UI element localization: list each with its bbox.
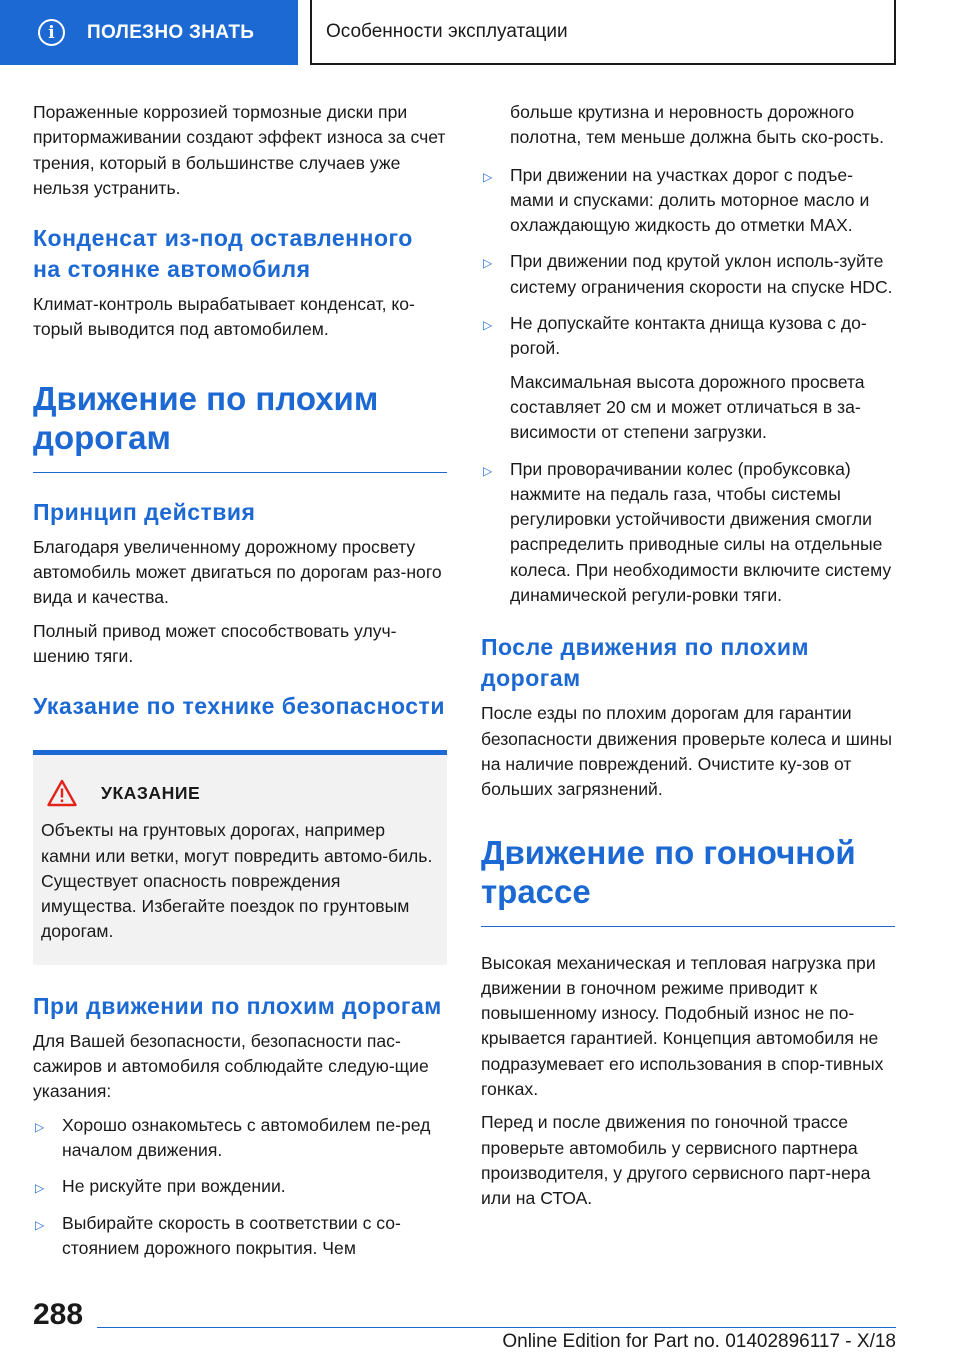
section-tab[interactable] <box>0 0 298 65</box>
footer-divider <box>97 1327 896 1328</box>
principle-paragraph-1: Благодаря увеличенному дорожному просвету автомобиль может двигаться по дорогам раз-ного вида и качества. <box>33 536 442 608</box>
bullet-triangle-icon: ▷ <box>483 169 493 184</box>
list-item: ▷ Выбирайте скорость в соответствии с со-стоянием дорожного покрытия. Чем <box>35 1212 401 1258</box>
bullet-triangle-icon: ▷ <box>483 318 493 333</box>
chapter-title-box <box>310 0 896 65</box>
heading-race: Движение по гоночной трассе <box>481 833 856 910</box>
heading-safety: Указание по технике безопасности <box>33 693 445 720</box>
heading-bad-roads: Движение по плохим дорогам <box>33 379 379 456</box>
bullet-triangle-icon: ▷ <box>35 1119 45 1134</box>
condensate-paragraph: Климат-контроль вырабатывает конденсат, ко-торый выводится под автомобилем. <box>33 294 415 340</box>
chapter-title: Особенности эксплуатации <box>326 20 568 42</box>
info-icon: i <box>38 19 65 46</box>
list-item: ▷ Не допускайте контакта днища кузова с до-рогой. Максимальная высота дорожного просвета составляет 20 см и может отличаться в за-висимости от степени загрузки. <box>481 311 895 445</box>
after-paragraph: После езды по плохим дорогам для гарантии безопасности движения проверьте колеса и шины на наличие повреждений. Очистите ку-зов от больших загрязнений. <box>481 703 893 800</box>
footer-edition: Online Edition for Part no. 01402896117 - X/18 <box>502 1331 896 1352</box>
warning-title: УКАЗАНИЕ <box>101 782 201 803</box>
section-tab-label: ПОЛЕЗНО ЗНАТЬ <box>87 21 255 43</box>
warning-box <box>33 750 447 964</box>
warning-triangle-icon <box>47 779 77 807</box>
left-column <box>33 100 447 1272</box>
right-column <box>481 100 895 1220</box>
driving-paragraph: Для Вашей безопасности, безопасности пас-сажиров и автомобиля соблюдайте следую-щие указания: <box>33 1030 429 1102</box>
bullet-triangle-icon: ▷ <box>483 463 493 478</box>
intro-paragraph: Пораженные коррозией тормозные диски при притормаживании создают эффект износа за счет трения, который в большинстве случаев уже нельзя устранить. <box>33 102 446 198</box>
race-paragraph-1: Высокая механическая и тепловая нагрузка при движении в гоночном режиме приводит к повышенному износу. Подобный износ не по-крывается гарантией. Концепция автомобиля не подразумевает его использования в спор-тивных гонках. <box>481 952 884 1100</box>
heading-after: После движения по плохим дорогам <box>481 634 810 692</box>
bullet-triangle-icon: ▷ <box>483 256 493 271</box>
principle-paragraph-2: Полный привод может способствовать улуч-шению тяги. <box>33 620 397 666</box>
race-paragraph-2: Перед и после движения по гоночной трассе проверьте автомобиль у сервисного партнера производителя, у другого сервисного парт-нера или на СТОА. <box>481 1112 871 1209</box>
page-number: 288 <box>33 1298 84 1331</box>
left-bullet-list <box>33 1113 447 1261</box>
heading-condensate: Конденсат из-под оставленного на стоянке автомобиля <box>33 225 413 283</box>
bullet-triangle-icon: ▷ <box>35 1217 45 1232</box>
section-divider <box>33 472 447 473</box>
heading-principle: Принцип действия <box>33 498 256 525</box>
warning-text: Объекты на грунтовых дорогах, например камни или ветки, могут повредить автомо-биль. Существует опасность повреждения имущества. Избегайте поездок по грунтовым дорогам. <box>41 820 433 942</box>
section-divider <box>481 926 895 927</box>
heading-driving: При движении по плохим дорогам <box>33 992 442 1019</box>
list-item: ▷ При движении на участках дорог с подъе-мами и спусками: долить моторное масло и охлаждающую жидкость до отметки MAX. <box>483 164 870 236</box>
right-bullet-list <box>481 163 895 609</box>
list-item-note: Максимальная высота дорожного просвета составляет 20 см и может отличаться в за-висимости от степени загрузки. <box>510 371 865 443</box>
list-item: ▷ При движении под крутой уклон исполь-зуйте систему ограничения скорости на спуске HDC. <box>483 251 893 297</box>
continued-paragraph: больше крутизна и неровность дорожного полотна, тем меньше должна быть ско-рость. <box>510 102 885 148</box>
bullet-triangle-icon: ▷ <box>35 1181 45 1196</box>
list-item: ▷ При проворачивании колес (пробуксовка) нажмите на педаль газа, чтобы системы регулировки устойчивости движения смогли распределить приводные силы на отдельные колеса. При необходимости включите систему динамической регули-ровки тяги. <box>483 458 892 606</box>
list-item: ▷ Не рискуйте при вождении. <box>33 1174 447 1199</box>
list-item: ▷ Хорошо ознакомьтесь с автомобилем пе-ред началом движения. <box>35 1114 431 1160</box>
